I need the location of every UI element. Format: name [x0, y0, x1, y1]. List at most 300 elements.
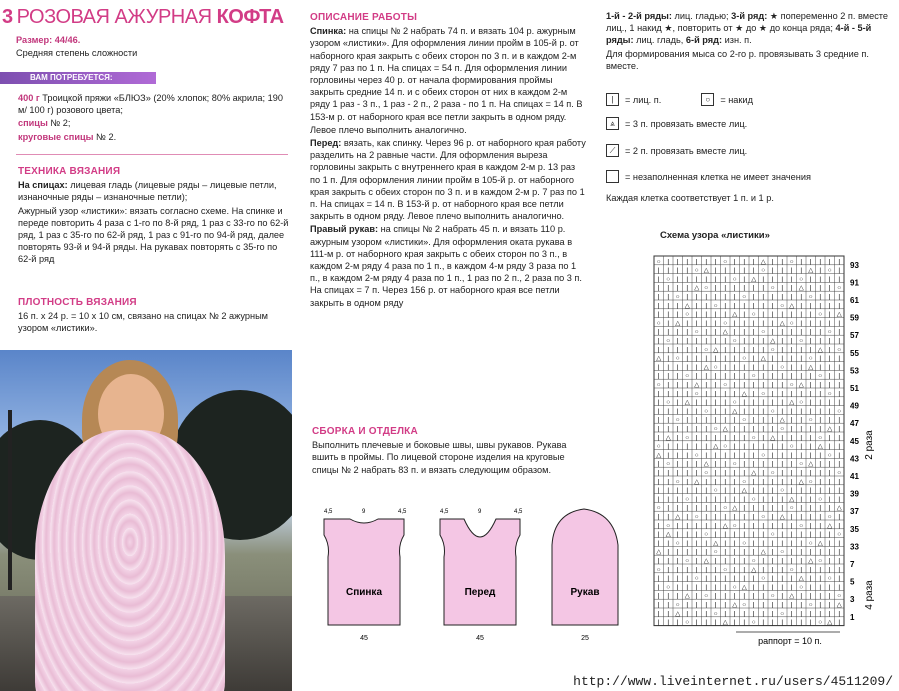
chart-stitch: |	[705, 416, 708, 424]
chart-stitch: |	[733, 513, 736, 521]
chart-stitch: |	[667, 407, 670, 415]
chart-stitch: △	[656, 355, 662, 363]
chart-stitch: |	[657, 267, 660, 275]
front-label-text: Перед	[464, 587, 496, 598]
chart-stitch: |	[819, 267, 822, 275]
chart-stitch: ○	[837, 531, 842, 539]
chart-stitch: |	[838, 328, 841, 336]
repeat-4-label: 4 раза	[864, 580, 875, 610]
chart-stitch: |	[781, 522, 784, 530]
chart-stitch: |	[667, 390, 670, 398]
chart-stitch: |	[743, 610, 746, 618]
chart-stitch: |	[809, 390, 812, 398]
chart-stitch: |	[733, 346, 736, 354]
chart-stitch: |	[686, 610, 689, 618]
chart-stitch: |	[743, 372, 746, 380]
chart-stitch: |	[714, 522, 717, 530]
yarn-over-icon: ○	[701, 93, 714, 106]
chart-stitch: |	[752, 293, 755, 301]
chart-stitch: ○	[723, 319, 728, 327]
chart-stitch: |	[752, 328, 755, 336]
chart-stitch: |	[800, 539, 803, 547]
chart-stitch: |	[800, 443, 803, 451]
chart-stitch: |	[695, 592, 698, 600]
back-text: на спицы № 2 набрать 74 п. и вязать 104 р. ажурным узором «листики». Для оформления линии пройм в 105-й р. от наборного края закрыть с обеих сторон по 3 п. и в каждом 2-м ряду 7 раз по 1 п. На спицах = 54 п. Для оформления линии горловины через 40 р. от начала формирования проймы закрыть средние 14 п. и с обеих сторон от них в каждом 2-м ряду 1 раз - 3 п., 1 раз - 2 п., 2 раза - по 1 п. На спицах = 14 п. В 153-м р. от наборного края все петли закрыть в одном ряду.	[310, 26, 583, 122]
rows45-label: 4-й - 5-й ряды:	[606, 23, 872, 46]
chart-stitch: △	[741, 390, 747, 398]
chart-stitch: |	[686, 416, 689, 424]
chart-stitch: ○	[789, 319, 794, 327]
chart-stitch: ○	[656, 258, 661, 266]
chart-stitch: |	[695, 460, 698, 468]
chart-stitch: |	[838, 355, 841, 363]
chart-stitch: ○	[704, 531, 709, 539]
chart-stitch: ○	[837, 407, 842, 415]
chart-stitch: |	[705, 566, 708, 574]
chart-stitch: |	[838, 434, 841, 442]
chart-stitch: |	[705, 302, 708, 310]
chart-stitch: |	[724, 407, 727, 415]
chart-stitch: |	[771, 319, 774, 327]
chart-stitch: ○	[751, 557, 756, 565]
chart-stitch: |	[800, 425, 803, 433]
chart-stitch: |	[743, 346, 746, 354]
chart-row-label: 91	[850, 278, 859, 288]
chart-stitch: △	[741, 487, 747, 495]
chart-stitch: |	[828, 372, 831, 380]
size-block	[16, 34, 286, 60]
chart-stitch: |	[771, 495, 774, 503]
chart-row-label: 33	[850, 542, 859, 552]
chart-stitch: |	[790, 372, 793, 380]
chart-stitch: △	[675, 513, 681, 521]
circular-value: № 2.	[96, 131, 117, 142]
chart-stitch: |	[771, 557, 774, 565]
chart-stitch: |	[733, 548, 736, 556]
chart-row-label: 3	[850, 595, 855, 605]
chart-stitch: |	[705, 390, 708, 398]
chart-stitch: △	[798, 284, 804, 292]
chart-stitch: |	[752, 610, 755, 618]
chart-stitch: ○	[742, 601, 747, 609]
chart-stitch: |	[657, 407, 660, 415]
chart-stitch: |	[657, 575, 660, 583]
chart-stitch: |	[657, 619, 660, 627]
yarn-text: Троицкой пряжи «БЛЮЗ» (20% хлопок; 80% акрила; 190 м/ 100 г) розового цвета;	[18, 93, 283, 116]
chart-stitch: |	[762, 443, 765, 451]
chart-stitch: |	[724, 363, 727, 371]
chart-stitch: ○	[808, 478, 813, 486]
chart-stitch: |	[800, 346, 803, 354]
chart-stitch: |	[771, 513, 774, 521]
chart-stitch: ○	[723, 443, 728, 451]
chart-stitch: ○	[827, 513, 832, 521]
back-dim-right: 4,5	[398, 509, 407, 515]
chart-stitch: |	[828, 478, 831, 486]
chart-stitch: |	[714, 460, 717, 468]
chart-stitch: ○	[713, 363, 718, 371]
chart-stitch: |	[676, 592, 679, 600]
chart-stitch: |	[838, 557, 841, 565]
chart-stitch: |	[705, 495, 708, 503]
empty-cell-icon	[606, 170, 619, 183]
chart-stitch: |	[819, 487, 822, 495]
chart-stitch: |	[809, 258, 812, 266]
chart-stitch: ○	[799, 583, 804, 591]
chart-stitch: |	[743, 443, 746, 451]
chart-stitch: |	[695, 434, 698, 442]
chart-stitch: |	[790, 583, 793, 591]
chart-stitch: |	[781, 390, 784, 398]
k2tog-icon: ⟋	[606, 144, 619, 157]
chart-stitch: |	[667, 328, 670, 336]
chart-stitch: |	[724, 548, 727, 556]
chart-stitch: |	[733, 355, 736, 363]
chart-stitch: |	[733, 539, 736, 547]
chart-stitch: |	[724, 284, 727, 292]
chart-stitch: ○	[799, 337, 804, 345]
chart-stitch: |	[724, 592, 727, 600]
chart-stitch: |	[819, 504, 822, 512]
chart-stitch: |	[676, 372, 679, 380]
chart-stitch: |	[705, 328, 708, 336]
chart-stitch: |	[809, 592, 812, 600]
chart-stitch: |	[790, 557, 793, 565]
chart-stitch: ○	[713, 610, 718, 618]
chart-stitch: |	[686, 337, 689, 345]
chart-stitch: |	[657, 425, 660, 433]
chart-stitch: |	[790, 275, 793, 283]
chart-stitch: |	[686, 548, 689, 556]
chart-stitch: |	[809, 451, 812, 459]
chart-stitch: |	[762, 583, 765, 591]
chart-stitch: |	[714, 381, 717, 389]
chart-stitch: |	[790, 487, 793, 495]
chart-stitch: |	[657, 583, 660, 591]
chart-stitch: |	[657, 601, 660, 609]
chart-stitch: |	[819, 566, 822, 574]
chart-stitch: |	[743, 451, 746, 459]
chart-stitch: |	[819, 284, 822, 292]
chart-stitch: ○	[713, 548, 718, 556]
row6-label: 6-й ряд:	[685, 35, 723, 46]
chart-stitch: |	[838, 390, 841, 398]
chart-stitch: |	[733, 566, 736, 574]
chart-stitch: |	[828, 495, 831, 503]
chart-stitch: |	[781, 443, 784, 451]
chart-stitch: |	[676, 443, 679, 451]
chart-stitch: |	[714, 601, 717, 609]
chart-stitch: |	[781, 381, 784, 389]
chart-stitch: |	[676, 390, 679, 398]
chart-stitch: |	[752, 451, 755, 459]
row6-text: изн. п.	[724, 35, 752, 46]
chart-stitch: ○	[732, 275, 737, 283]
chart-row-label: 57	[850, 331, 859, 341]
chart-stitch: |	[781, 601, 784, 609]
chart-stitch: ○	[837, 346, 842, 354]
chart-stitch: |	[743, 363, 746, 371]
chart-stitch: |	[695, 495, 698, 503]
chart-stitch: |	[695, 557, 698, 565]
chart-stitch: |	[781, 311, 784, 319]
chart-stitch: |	[743, 425, 746, 433]
chart-stitch: |	[724, 434, 727, 442]
chart-stitch: |	[809, 522, 812, 530]
chart-stitch: |	[733, 557, 736, 565]
chart-stitch: |	[667, 311, 670, 319]
description-heading: ОПИСАНИЕ РАБОТЫ	[310, 12, 418, 23]
chart-stitch: |	[838, 619, 841, 627]
chart-stitch: |	[695, 416, 698, 424]
chart-stitch: ○	[789, 381, 794, 389]
chart-stitch: |	[819, 451, 822, 459]
chart-stitch: |	[743, 592, 746, 600]
chart-stitch: |	[790, 548, 793, 556]
chart-stitch: |	[752, 302, 755, 310]
finish-text: Для формирования мыса со 2-го р. провязывать 3 средние п. вместе.	[606, 48, 869, 71]
chart-stitch: |	[838, 575, 841, 583]
chart-stitch: △	[732, 407, 738, 415]
chart-stitch: |	[771, 328, 774, 336]
chart-stitch: |	[819, 469, 822, 477]
chart-stitch: |	[781, 434, 784, 442]
chart-stitch: |	[752, 416, 755, 424]
chart-stitch: ○	[770, 346, 775, 354]
chart-stitch: |	[667, 478, 670, 486]
chart-stitch: |	[828, 407, 831, 415]
chart-stitch: ○	[694, 328, 699, 336]
chart-stitch: |	[828, 601, 831, 609]
chart-stitch: |	[752, 539, 755, 547]
legend-k3tog	[606, 117, 747, 130]
chart-stitch: |	[733, 381, 736, 389]
front-dim-mid: 9	[478, 509, 482, 515]
chart-stitch: |	[676, 548, 679, 556]
page-title	[2, 6, 284, 29]
chart-stitch: |	[809, 513, 812, 521]
chart-stitch: |	[790, 469, 793, 477]
chart-stitch: |	[762, 566, 765, 574]
chart-stitch: |	[771, 610, 774, 618]
chart-stitch: |	[676, 451, 679, 459]
chart-stitch: |	[819, 522, 822, 530]
chart-stitch: ○	[704, 284, 709, 292]
chart-stitch: |	[828, 346, 831, 354]
chart-stitch: |	[705, 311, 708, 319]
chart-stitch: |	[838, 443, 841, 451]
chart-stitch: |	[743, 381, 746, 389]
chart-stitch: |	[667, 293, 670, 301]
chart-stitch: |	[790, 337, 793, 345]
chart-stitch: |	[838, 566, 841, 574]
chart-stitch: |	[771, 293, 774, 301]
chart-stitch: |	[686, 258, 689, 266]
chart-stitch: ○	[837, 592, 842, 600]
chart-stitch: |	[781, 451, 784, 459]
chart-stitch: |	[790, 425, 793, 433]
chart-stitch: △	[713, 443, 719, 451]
chart-stitch: |	[657, 363, 660, 371]
chart-stitch: |	[790, 619, 793, 627]
chart-stitch: ○	[685, 557, 690, 565]
knitting-chart	[650, 250, 895, 650]
chart-stitch: |	[800, 434, 803, 442]
chart-stitch: |	[800, 610, 803, 618]
chart-stitch: |	[771, 478, 774, 486]
chart-stitch: △	[694, 381, 700, 389]
density-block	[18, 297, 290, 336]
chart-stitch: |	[657, 460, 660, 468]
chart-stitch: ○	[732, 337, 737, 345]
size-label: Размер:	[16, 35, 53, 45]
chart-stitch: |	[743, 460, 746, 468]
chart-stitch: ○	[732, 583, 737, 591]
legend-empty	[606, 170, 811, 183]
chart-stitch: |	[762, 434, 765, 442]
chart-stitch: |	[828, 399, 831, 407]
chart-stitch: |	[819, 390, 822, 398]
chart-stitch: ○	[694, 390, 699, 398]
chart-stitch: |	[838, 522, 841, 530]
chart-stitch: |	[838, 460, 841, 468]
chart-stitch: ○	[675, 539, 680, 547]
chart-stitch: |	[667, 381, 670, 389]
chart-stitch: |	[743, 267, 746, 275]
chart-stitch: |	[800, 372, 803, 380]
chart-stitch: △	[836, 601, 842, 609]
chart-stitch: ○	[827, 328, 832, 336]
chart-stitch: |	[714, 434, 717, 442]
schema-title: Схема узора «листики»	[660, 230, 770, 241]
chart-stitch: |	[790, 284, 793, 292]
divider	[16, 154, 288, 155]
chart-stitch: |	[828, 504, 831, 512]
chart-stitch: |	[771, 372, 774, 380]
chart-stitch: ○	[761, 328, 766, 336]
chart-stitch: |	[838, 293, 841, 301]
chart-stitch: |	[686, 478, 689, 486]
chart-stitch: △	[722, 619, 728, 627]
chart-stitch: |	[790, 390, 793, 398]
chart-stitch: |	[838, 363, 841, 371]
chart-stitch: |	[676, 337, 679, 345]
chart-stitch: |	[743, 302, 746, 310]
chart-stitch: |	[743, 319, 746, 327]
chart-stitch: |	[724, 311, 727, 319]
front-width: 45	[476, 635, 484, 642]
chart-stitch: |	[686, 575, 689, 583]
chart-stitch: |	[657, 311, 660, 319]
sleeve-piece	[544, 505, 634, 645]
chart-stitch: |	[695, 346, 698, 354]
chart-stitch: |	[752, 337, 755, 345]
chart-stitch: |	[828, 319, 831, 327]
chart-stitch: |	[657, 557, 660, 565]
chart-stitch: |	[724, 346, 727, 354]
chart-stitch: |	[828, 293, 831, 301]
chart-stitch: |	[790, 311, 793, 319]
chart-stitch: |	[714, 319, 717, 327]
chart-stitch: |	[771, 275, 774, 283]
chart-stitch: |	[828, 592, 831, 600]
chart-stitch: |	[667, 267, 670, 275]
chart-stitch: |	[733, 425, 736, 433]
chart-stitch: |	[790, 601, 793, 609]
chart-stitch: ○	[789, 504, 794, 512]
chart-stitch: |	[705, 258, 708, 266]
chart-stitch: |	[781, 504, 784, 512]
chart-stitch: ○	[770, 469, 775, 477]
needles-label: спицы	[18, 118, 48, 129]
chart-stitch: |	[838, 381, 841, 389]
chart-stitch: ○	[751, 495, 756, 503]
chart-stitch: |	[705, 434, 708, 442]
chart-stitch: |	[714, 337, 717, 345]
chart-stitch: |	[733, 478, 736, 486]
chart-stitch: |	[686, 390, 689, 398]
chart-stitch: |	[724, 539, 727, 547]
chart-stitch: |	[838, 416, 841, 424]
chart-stitch: |	[800, 258, 803, 266]
chart-stitch: ○	[780, 610, 785, 618]
chart-stitch: |	[752, 583, 755, 591]
chart-stitch: △	[789, 495, 795, 503]
chart-stitch: |	[686, 328, 689, 336]
chart-stitch: |	[762, 504, 765, 512]
chart-row-label: 39	[850, 489, 859, 499]
chart-stitch: |	[809, 434, 812, 442]
chart-stitch: △	[789, 302, 795, 310]
chart-stitch: |	[743, 434, 746, 442]
chart-stitch: ○	[685, 434, 690, 442]
chart-stitch: |	[771, 583, 774, 591]
chart-stitch: △	[817, 443, 823, 451]
chart-stitch: |	[752, 284, 755, 292]
chart-stitch: |	[733, 363, 736, 371]
title-light: РОЗОВАЯ АЖУРНАЯ	[16, 6, 212, 28]
chart-stitch: |	[714, 267, 717, 275]
chart-stitch: ○	[742, 355, 747, 363]
chart-stitch: |	[686, 469, 689, 477]
chart-stitch: |	[828, 539, 831, 547]
chart-stitch: |	[676, 275, 679, 283]
chart-stitch: |	[828, 487, 831, 495]
chart-stitch: |	[762, 601, 765, 609]
chart-stitch: |	[819, 337, 822, 345]
chart-stitch: |	[800, 328, 803, 336]
chart-stitch: |	[800, 267, 803, 275]
chart-stitch: |	[771, 267, 774, 275]
chart-stitch: |	[819, 328, 822, 336]
chart-stitch: |	[724, 390, 727, 398]
chart-stitch: |	[714, 407, 717, 415]
chart-stitch: ○	[808, 293, 813, 301]
chart-stitch: |	[667, 601, 670, 609]
sleeve-label-text: Рукав	[570, 587, 600, 598]
chart-stitch: |	[781, 460, 784, 468]
chart-stitch: ○	[827, 267, 832, 275]
chart-stitch: |	[676, 469, 679, 477]
chart-stitch: |	[800, 390, 803, 398]
needles-value: № 2;	[50, 118, 71, 129]
chart-stitch: |	[695, 363, 698, 371]
chart-stitch: |	[800, 548, 803, 556]
chart-stitch: |	[705, 372, 708, 380]
back-label: Спинка:	[310, 26, 347, 37]
chart-stitch: |	[752, 601, 755, 609]
chart-stitch: |	[667, 416, 670, 424]
